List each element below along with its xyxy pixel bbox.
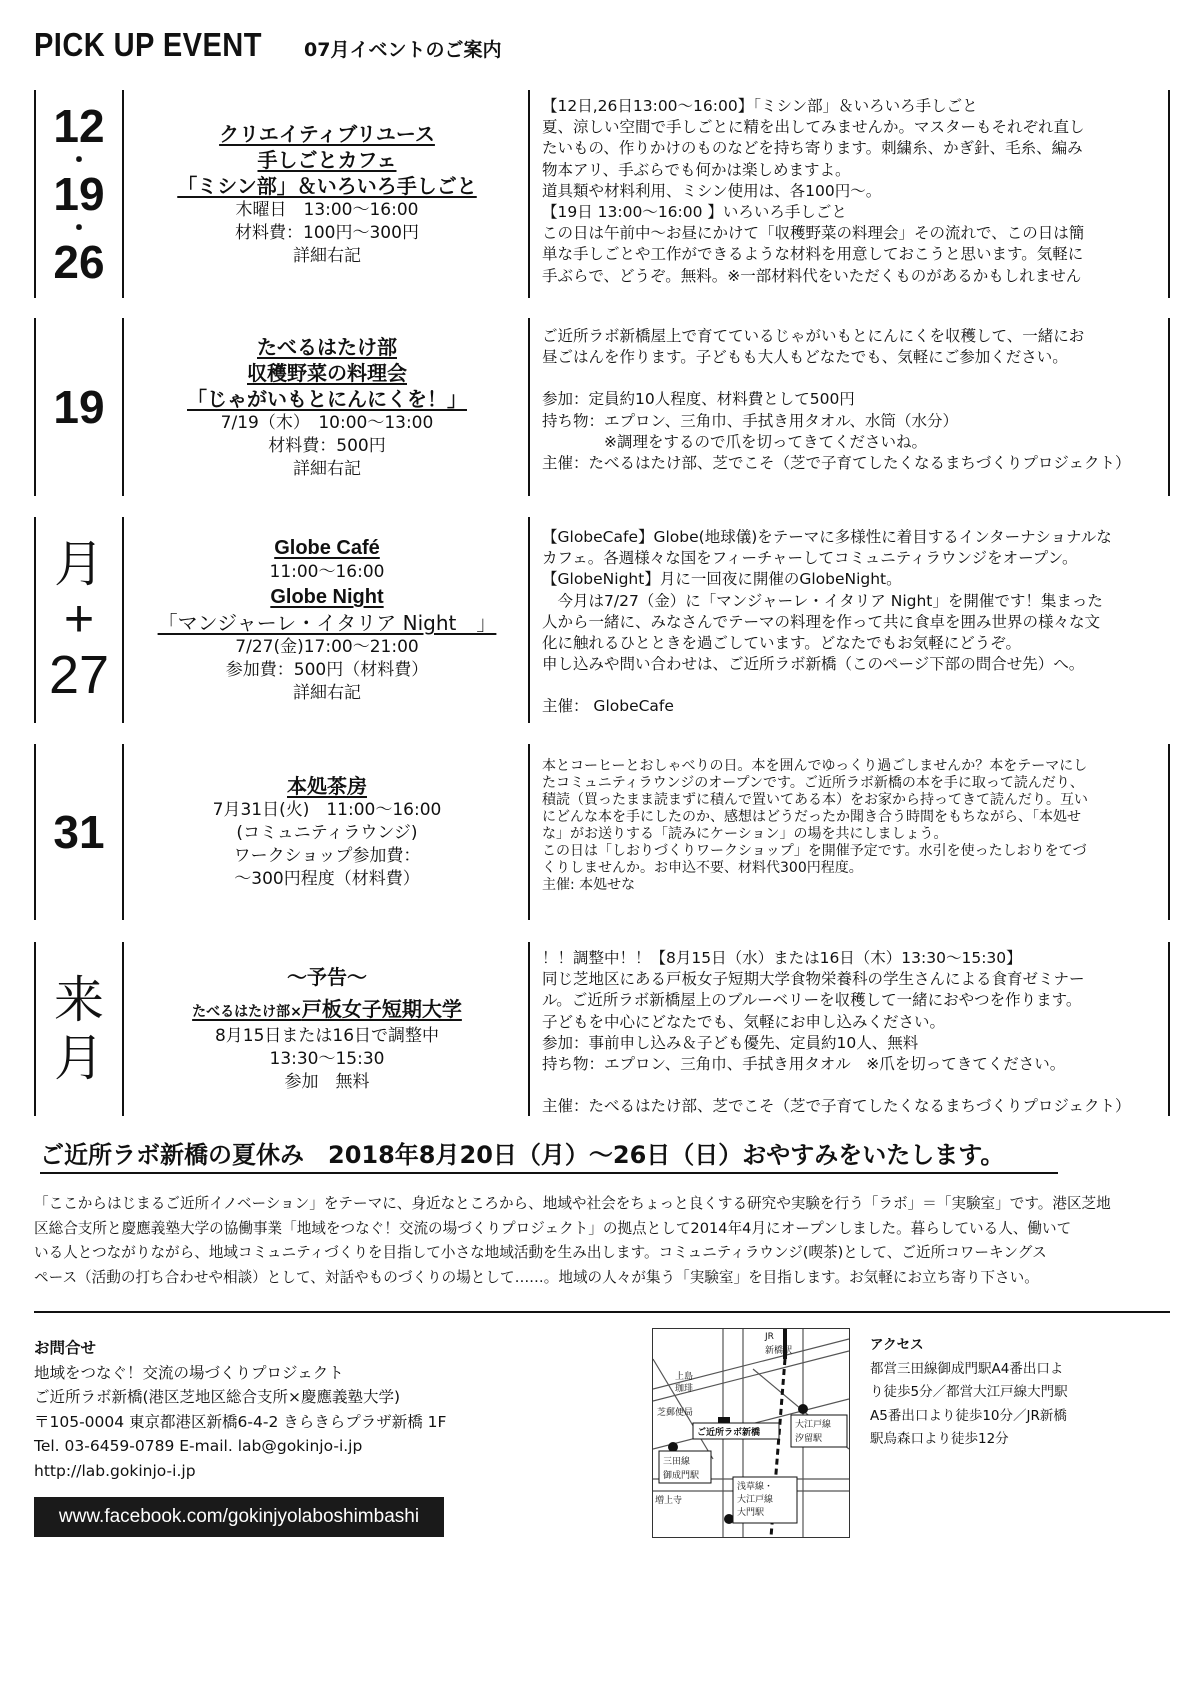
page-header — [34, 26, 501, 66]
event-detail: 〜300円程度（材料費） — [234, 869, 420, 889]
page-subtitle: 07月イベントのご案内 — [304, 39, 502, 61]
event-title: Globe Night — [270, 586, 384, 608]
svg-text:ご近所ラボ新橋: ご近所ラボ新橋 — [697, 1428, 761, 1438]
event-detail: 材料費：100円〜300円 — [235, 222, 419, 243]
svg-text:芝郵便局: 芝郵便局 — [657, 1408, 694, 1418]
event-title: たべるはたけ部×戸板女子短期大学 — [192, 997, 462, 1021]
svg-text:三田線: 三田線 — [663, 1457, 691, 1467]
event-detail: 詳細右記 — [293, 245, 361, 266]
facebook-link[interactable]: www.facebook.com/gokinjyolaboshimbashi — [34, 1497, 444, 1537]
holiday-notice: ご近所ラボ新橋の夏休み 2018年8月20日（月）〜26日（日）おやすみをいたします。 — [40, 1138, 1058, 1174]
event-row — [34, 517, 1170, 723]
event-detail: (コミュニティラウンジ) — [236, 823, 418, 843]
svg-text:大江戸線: 大江戸線 — [795, 1420, 832, 1430]
access-line: り徒歩5分／都営大江戸線大門駅 — [870, 1384, 1068, 1400]
event-description: ！！調整中！！【8月15日（水）または16日（木）13:30〜15:30】 同じ芝地区にある戸板女子短期大学食物栄養科の学生さんによる食育ゼミナー ル。ご近所ラボ新橋屋上のブルーベリーを収穫して一緒におやつを作ります。 子どもを中心にどなたでも、気軽にお申し込みください。 参加：事前申し込み＆子ども優先、定員約10人、無料 持ち物：エプロン、三角巾、手拭き用タオル ※爪を切ってきてください。 主催：たべるはたけ部、芝でこそ（芝で子育てしたくなるまちづくりプロジェクト） — [542, 949, 1131, 1116]
map-label-jr: JR — [765, 1332, 774, 1342]
event-detail: 木曜日 13:00〜16:00 — [235, 199, 419, 220]
access-title: アクセス — [870, 1337, 924, 1353]
event-date: 月 + 27 — [48, 535, 110, 705]
svg-text:増上寺: 増上寺 — [655, 1496, 683, 1506]
event-detail: 詳細右記 — [293, 683, 361, 703]
event-title: 本処茶房 — [287, 774, 367, 798]
contact-title: お問合せ — [34, 1339, 97, 1357]
event-info — [126, 744, 528, 920]
event-title: たべるはたけ部 — [257, 334, 397, 359]
svg-text:汐留駅: 汐留駅 — [795, 1434, 823, 1444]
event-row — [34, 90, 1170, 298]
event-title: クリエイティブリユース — [219, 121, 435, 146]
event-detail: 7/27(金)17:00〜21:00 — [235, 637, 419, 657]
event-title: 収穫野菜の料理会 — [247, 360, 407, 385]
contact-section — [34, 1336, 446, 1483]
event-date: 19 — [53, 381, 105, 433]
event-title: Globe Café — [274, 537, 380, 559]
intro-text: 「ここからはじまるご近所イノベーション」をテーマに、身近なところから、地域や社会をちょっと良くする研究や実験を行う「ラボ」＝「実験室」です。港区芝地 区総合支所と慶應義塾大学の協働事業「地域をつなぐ！交流の場づくりプロジェクト」の拠点として2014年4月にオープンしました。暮らしている人、働いて いる人とつながりながら、地域コミュニティづくりを目指して小さな地域活動を生み出します。コミュニティラウンジ(喫茶)として、ご近所コワーキングス ペース（活動の打ち合わせや相談）として、対話やものづくりの場として……。地域の人々が集う「実験室」を目指します。お気軽にお立ち寄り下さい。 — [34, 1195, 1111, 1286]
event-detail: 参加費：500円（材料費） — [225, 660, 429, 680]
event-detail: ワークショップ参加費： — [233, 846, 421, 866]
event-detail: 8月15日または16日で調整中 — [214, 1026, 440, 1046]
svg-text:上島: 上島 — [675, 1372, 694, 1382]
event-date: 12 ・ 19 ・ 26 — [53, 100, 105, 288]
access-line: A5番出口より徒歩10分／JR新橋 — [870, 1407, 1067, 1424]
svg-text:御成門駅: 御成門駅 — [663, 1471, 700, 1481]
event-description: 【12日,26日13:00〜16:00】「ミシン部」＆いろいろ手しごと 夏、涼しい空間で手しごとに精を出してみませんか。マスターもそれぞれ直し たいもの、作りかけのものなどを持ち寄ります。刺繍糸、かぎ針、毛糸、編み 物本アリ、手ぶらでも何かは楽しめますよ。 道具類や材料利用、ミシン使用は、各100円〜。 【19日 13:00〜16:00 】いろいろ手しごと この日は午前中〜お昼にかけて「収穫野菜の料理会」その流れで、この日は簡 単な手しごとや工作ができるような材料を用意しておこうと思います。気軽に 手ぶらで、どうぞ。無料。※一部材料代をいただくものがあるかもしれません — [542, 97, 1085, 285]
svg-text:大江戸線: 大江戸線 — [737, 1495, 774, 1505]
access-map — [652, 1328, 850, 1538]
svg-text:浅草線・: 浅草線・ — [737, 1482, 774, 1492]
access-line: 駅烏森口より徒歩12分 — [870, 1431, 1009, 1447]
event-date: 31 — [53, 806, 105, 858]
event-title: 「ミシン部」＆いろいろ手しごと — [177, 173, 477, 198]
event-title: 「じゃがいもとにんにくを！」 — [187, 386, 467, 411]
event-detail: 7月31日(火) 11:00〜16:00 — [212, 800, 442, 820]
svg-text:珈琲: 珈琲 — [675, 1384, 694, 1394]
access-section — [870, 1334, 1074, 1452]
event-info — [126, 517, 528, 723]
event-detail: 11:00〜16:00 — [269, 562, 385, 582]
event-description: 【GlobeCafe】Globe(地球儀)をテーマに多様性に着目するインターナショナルな カフェ。各週様々な国をフィーチャーしてコミュニティラウンジをオープン。 【GlobeNight】月に一回夜に開催のGlobeNight。 今月は7/27（金）に「マンジャーレ・イタリア Night」を開催です！集まった 人から一緒に、みなさんでテーマの料理を作って共に食卓を囲み世界の様々な文 化に触れるひとときを過ごしています。どなたでもお気軽にどうぞ。 申し込みや問い合わせは、ご近所ラボ新橋（このページ下部の問合せ先）へ。 主催： GlobeCafe — [542, 528, 1112, 716]
event-row — [34, 318, 1170, 496]
event-title: 「マンジャーレ・イタリア Night 」 — [157, 611, 497, 635]
page-title: PICK UP EVENT — [34, 26, 262, 63]
website-link[interactable]: http://lab.gokinjo-i.jp — [34, 1461, 196, 1480]
event-info — [126, 942, 528, 1116]
contact-line: 〒105-0004 東京都港区新橋6-4-2 きらきらプラザ新橋 1F — [34, 1412, 447, 1431]
event-detail: 参加 無料 — [284, 1072, 370, 1092]
access-line: 都営三田線御成門駅A4番出口よ — [870, 1360, 1064, 1377]
svg-text:大門駅: 大門駅 — [737, 1508, 765, 1518]
event-detail: 材料費：500円 — [268, 435, 386, 456]
event-description: 本とコーヒーとおしゃべりの日。本を囲んでゆっくり過ごしませんか？本をテーマにし たコミュニティラウンジのオープンです。ご近所ラボ新橋の本を手に取って読んだり、 積読（買ったまま読まずに積んで置いてある本）をお家から持ってきて読んだり。互い にどんな本を手にしたのか、感想はどうだったか聞き合う時間をもちながら、「本処せ な」がお送りする「読みにケーション」の場を共にしましょう。 この日は「しおりづくりワークショップ」を開催予定です。水引を使ったしおりをてづ くりしませんか。お申込不要、材料代300円程度。 主催: 本処せな — [542, 758, 1088, 893]
contact-line: 地域をつなぐ！交流の場づくりプロジェクト — [34, 1363, 344, 1382]
svg-text:新橋駅 — [765, 1344, 792, 1356]
contact-line: ご近所ラボ新橋(港区芝地区総合支所×慶應義塾大学) — [34, 1388, 401, 1406]
event-info — [126, 318, 528, 496]
event-row — [34, 744, 1170, 920]
map-label-shinbashi: 新橋駅 — [765, 1346, 793, 1356]
contact-line[interactable]: Tel. 03-6459-0789 E-mail. lab@gokinjo-i.jp — [34, 1437, 363, 1455]
event-title: 手しごとカフェ — [257, 147, 397, 172]
divider — [34, 1311, 1170, 1313]
event-title: 〜予告〜 — [287, 965, 367, 989]
event-row — [34, 942, 1170, 1116]
event-date: 来 月 — [54, 971, 104, 1087]
event-description: ご近所ラボ新橋屋上で育てているじゃがいもとにんにくを収穫して、一緒にお 昼ごはんを作ります。子どもも大人もどなたでも、気軽にご参加ください。 参加：定員約10人程度、材料費として500円 持ち物：エプロン、三角巾、手拭き用タオル、水筒（水分） ※調理をするので爪を切ってきてくださいね。 主催：たべるはたけ部、芝でこそ（芝で子育てしたくなるまちづくりプロジェクト） — [542, 327, 1131, 473]
event-detail: 13:30〜15:30 — [269, 1049, 385, 1069]
event-detail: 詳細右記 — [293, 458, 361, 479]
event-detail: 7/19（木） 10:00〜13:00 — [220, 412, 434, 433]
event-info — [126, 90, 528, 298]
